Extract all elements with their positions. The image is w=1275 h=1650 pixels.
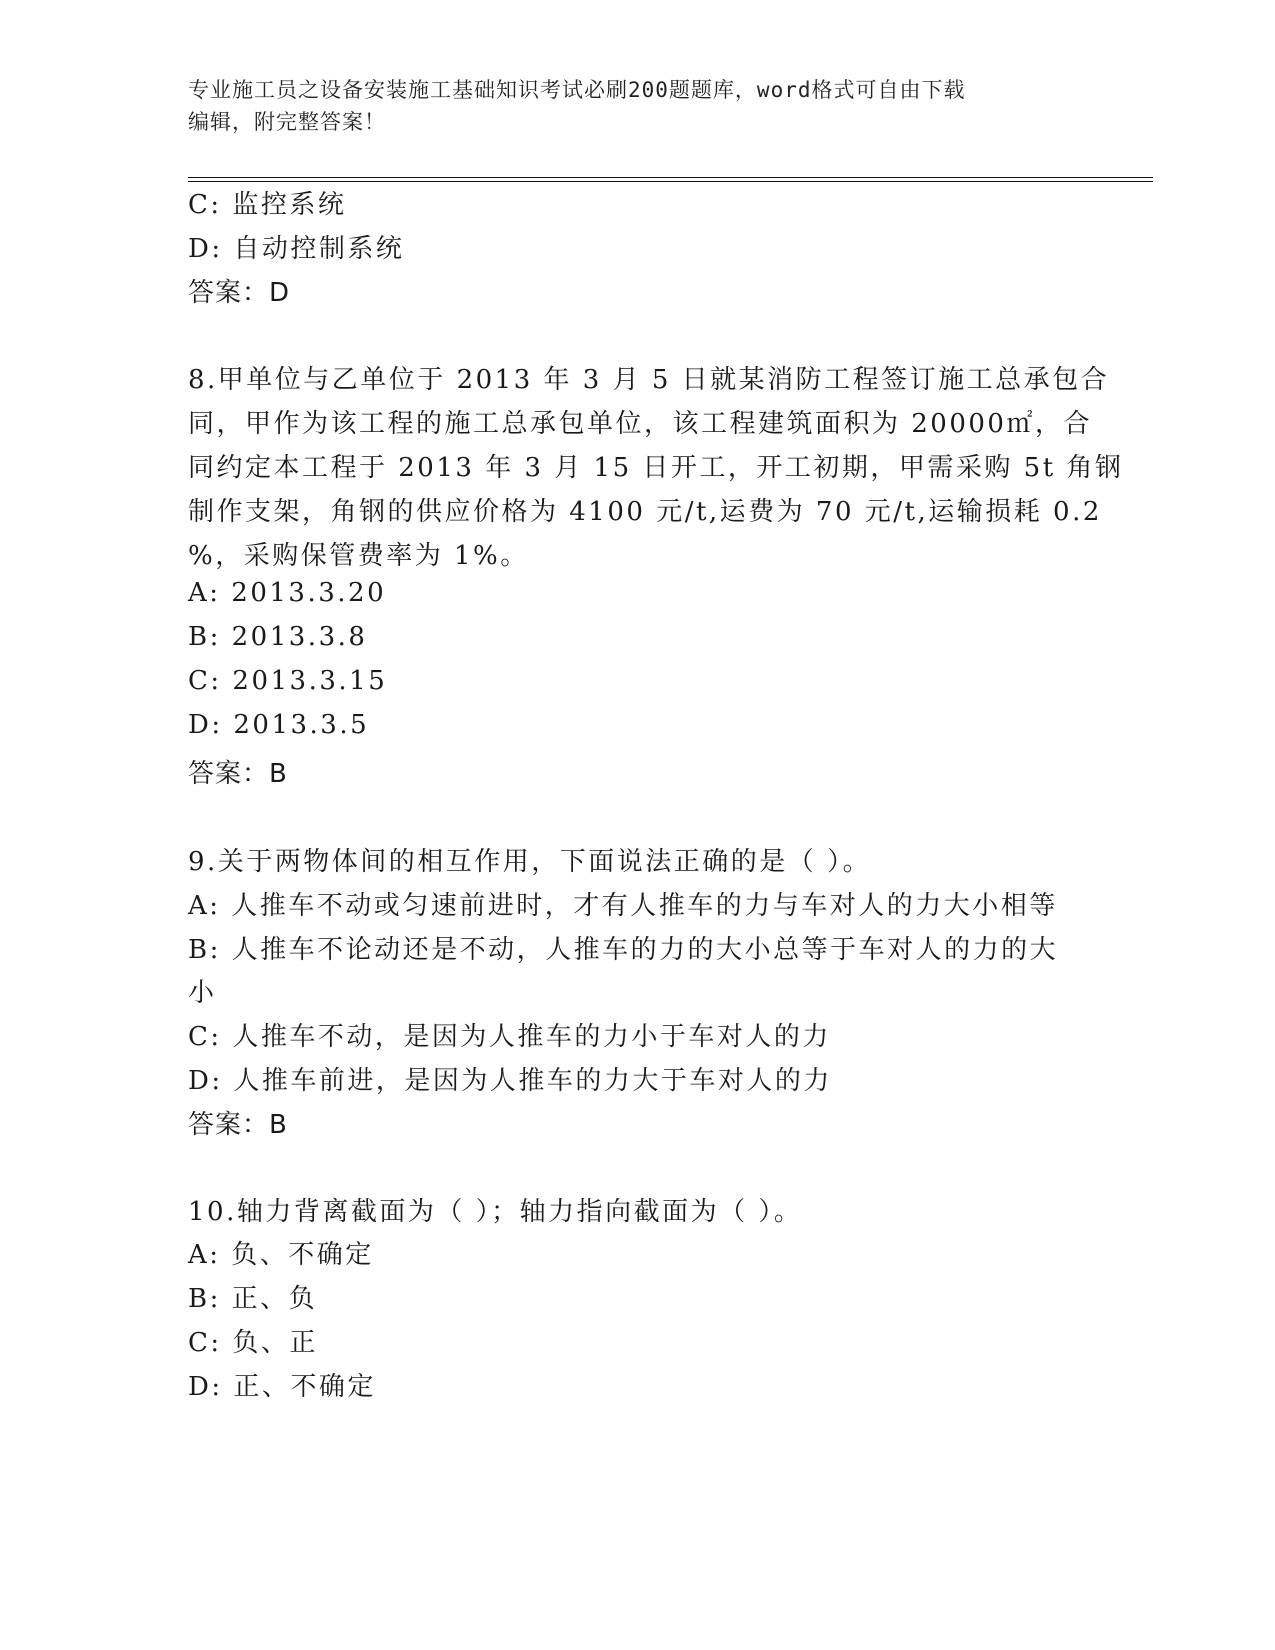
header-title-line-1: 专业施工员之设备安装施工基础知识考试必刷200题题库，word格式可自由下载 [188,78,966,102]
q7-option-d: D: 自动控制系统 [188,234,405,264]
q10-option-a: A: 负、不确定 [188,1240,374,1270]
q8-option-c: C: 2013.3.15 [188,666,388,696]
header-divider-top [188,177,1153,178]
q10-option-b: B: 正、负 [188,1284,318,1314]
q10-option-c: C: 负、正 [188,1328,318,1358]
q8-text-line-4: 制作支架，角钢的供应价格为 4100 元/t,运费为 70 元/t,运输损耗 0.2 [188,497,1102,527]
header-title-line-2: 编辑，附完整答案！ [188,110,386,134]
document-header [188,74,1088,138]
q7-answer: 答案：D [188,278,291,308]
q9-option-c: C: 人推车不动，是因为人推车的力小于车对人的力 [188,1022,831,1052]
q9-option-b-line-2: 小 [188,978,217,1008]
q8-text-line-2: 同，甲作为该工程的施工总承包单位，该工程建筑面积为 20000㎡，合 [188,409,1092,439]
q8-answer: 答案：B [188,759,288,789]
q9-option-b-line-1: B: 人推车不论动还是不动，人推车的力的大小总等于车对人的力的大 [188,935,1059,965]
q10-option-d: D: 正、不确定 [188,1372,376,1402]
q7-option-c: C: 监控系统 [188,190,347,220]
q8-option-a: A: 2013.3.20 [188,578,387,608]
q10-text: 10.轴力背离截面为（ ）；轴力指向截面为（ ）。 [188,1197,803,1227]
q9-option-d: D: 人推车前进，是因为人推车的力大于车对人的力 [188,1066,832,1096]
q8-option-b: B: 2013.3.8 [188,622,368,652]
q9-option-a: A: 人推车不动或匀速前进时，才有人推车的力与车对人的力大小相等 [188,891,1058,921]
q9-answer: 答案：B [188,1110,288,1140]
q8-option-d: D: 2013.3.5 [188,710,370,740]
header-divider-bottom [188,181,1153,182]
q8-text-line-5: %，采购保管费率为 1%。 [188,541,529,571]
q8-text-line-1: 8.甲单位与乙单位于 2013 年 3 月 5 日就某消防工程签订施工总承包合 [188,365,1110,395]
q8-text-line-3: 同约定本工程于 2013 年 3 月 15 日开工，开工初期，甲需采购 5t 角钢 [188,453,1124,483]
q9-text: 9.关于两物体间的相互作用，下面说法正确的是（ ）。 [188,847,872,877]
